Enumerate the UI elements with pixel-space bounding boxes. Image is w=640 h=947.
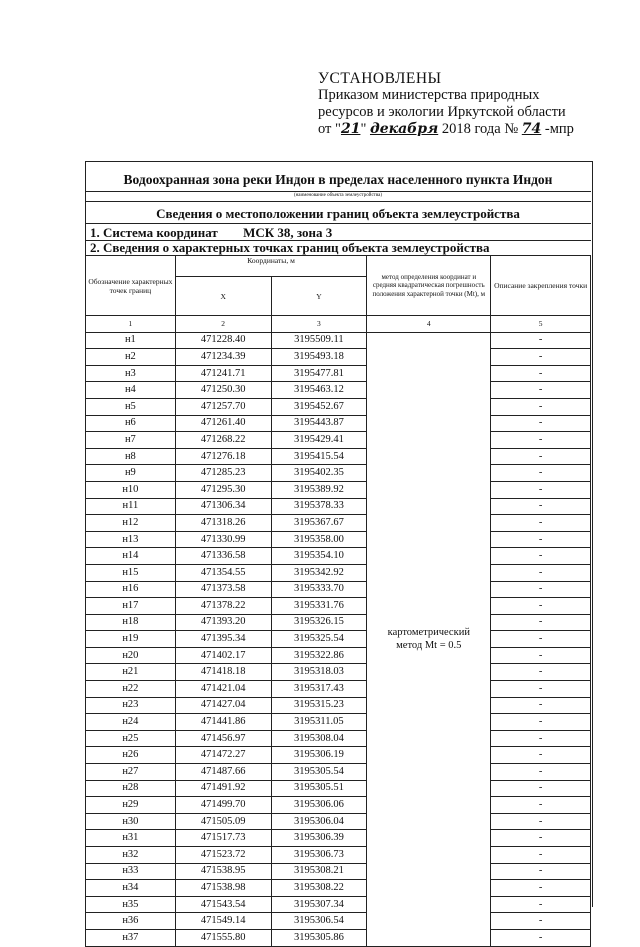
point-description: - [491, 780, 591, 797]
table-row [86, 631, 591, 648]
point-y: 3195317.43 [271, 681, 367, 698]
divider [85, 223, 591, 224]
point-description: - [491, 830, 591, 847]
point-description: - [491, 797, 591, 814]
point-x: 471285.23 [175, 465, 271, 482]
table-row [86, 349, 591, 366]
point-description: - [491, 481, 591, 498]
point-name: н32 [86, 847, 176, 864]
table-row [86, 415, 591, 432]
point-description: - [491, 382, 591, 399]
table-row [86, 647, 591, 664]
point-description: - [491, 714, 591, 731]
point-name: н17 [86, 598, 176, 615]
point-x: 471241.71 [175, 365, 271, 382]
points-table [85, 255, 591, 947]
point-x: 471276.18 [175, 448, 271, 465]
point-description: - [491, 631, 591, 648]
point-x: 471487.66 [175, 764, 271, 781]
table-row [86, 614, 591, 631]
table-row [86, 830, 591, 847]
point-y: 3195308.21 [271, 863, 367, 880]
point-x: 471295.30 [175, 481, 271, 498]
point-name: н25 [86, 730, 176, 747]
column-number: 3 [271, 316, 367, 333]
approval-date-line: от "21" декабря 2018 года № 74 -мпр [318, 121, 574, 137]
table-row [86, 929, 591, 946]
point-y: 3195306.04 [271, 813, 367, 830]
table-row [86, 764, 591, 781]
point-y: 3195306.54 [271, 913, 367, 930]
point-description: - [491, 398, 591, 415]
point-x: 471441.86 [175, 714, 271, 731]
approval-block [318, 70, 574, 138]
section-info: Сведения о местоположении границ объекта землеустройства [156, 206, 520, 221]
point-x: 471549.14 [175, 913, 271, 930]
point-name: н5 [86, 398, 176, 415]
header-coordinates: Координаты, м [175, 256, 367, 277]
point-y: 3195463.12 [271, 382, 367, 399]
point-description: - [491, 913, 591, 930]
method-value: картометрический метод Mt = 0.5 [367, 332, 491, 946]
point-description: - [491, 880, 591, 897]
table-row [86, 465, 591, 482]
table-row [86, 681, 591, 698]
approval-day: 21 [340, 121, 361, 137]
point-description: - [491, 598, 591, 615]
header-method: метод определения координат и средняя квадратическая погрешность положения характерной точки (Mt), м [367, 256, 491, 316]
approval-number: 74 [521, 121, 542, 137]
point-description: - [491, 681, 591, 698]
point-description: - [491, 515, 591, 532]
point-y: 3195509.11 [271, 332, 367, 349]
point-description: - [491, 432, 591, 449]
approval-line-1: Приказом министерства природных [318, 87, 540, 103]
point-name: н15 [86, 564, 176, 581]
point-description: - [491, 747, 591, 764]
point-name: н4 [86, 382, 176, 399]
table-row [86, 697, 591, 714]
table-row [86, 913, 591, 930]
point-name: н12 [86, 515, 176, 532]
table-row [86, 797, 591, 814]
header-point: Обозначение характерных точек границ [86, 256, 176, 316]
point-y: 3195306.39 [271, 830, 367, 847]
point-x: 471318.26 [175, 515, 271, 532]
table-row [86, 365, 591, 382]
approval-year: 2018 года № [441, 121, 519, 137]
point-y: 3195307.34 [271, 896, 367, 913]
table-row [86, 581, 591, 598]
point-y: 3195305.86 [271, 929, 367, 946]
table-row [86, 664, 591, 681]
point-name: н24 [86, 714, 176, 731]
point-name: н29 [86, 797, 176, 814]
point-description: - [491, 896, 591, 913]
coordinate-system: МСК 38, зона 3 [243, 225, 333, 240]
point-x: 471373.58 [175, 581, 271, 598]
table-row [86, 382, 591, 399]
section-points: 2. Сведения о характерных точках границ объекта землеустройства [90, 240, 490, 255]
point-x: 471336.58 [175, 548, 271, 565]
table-row [86, 564, 591, 581]
point-y: 3195477.81 [271, 365, 367, 382]
point-y: 3195308.04 [271, 730, 367, 747]
column-number-row [86, 316, 591, 333]
column-number: 5 [491, 316, 591, 333]
table-row [86, 332, 591, 349]
point-description: - [491, 498, 591, 515]
point-name: н3 [86, 365, 176, 382]
column-number: 1 [86, 316, 176, 333]
point-x: 471538.98 [175, 880, 271, 897]
point-y: 3195331.76 [271, 598, 367, 615]
point-description: - [491, 664, 591, 681]
point-y: 3195306.73 [271, 847, 367, 864]
point-name: н33 [86, 863, 176, 880]
point-y: 3195305.51 [271, 780, 367, 797]
header-description: Описание закрепления точки [491, 256, 591, 316]
point-y: 3195311.05 [271, 714, 367, 731]
point-x: 471499.70 [175, 797, 271, 814]
table-row [86, 432, 591, 449]
object-caption: (наименование объекта землеустройства) [293, 193, 383, 198]
point-name: н20 [86, 647, 176, 664]
point-name: н31 [86, 830, 176, 847]
point-x: 471234.39 [175, 349, 271, 366]
point-name: н35 [86, 896, 176, 913]
divider [85, 191, 591, 192]
points-table-body [86, 256, 591, 947]
point-x: 471250.30 [175, 382, 271, 399]
table-row [86, 498, 591, 515]
point-description: - [491, 548, 591, 565]
point-y: 3195493.18 [271, 349, 367, 366]
point-x: 471268.22 [175, 432, 271, 449]
table-row [86, 847, 591, 864]
point-x: 471306.34 [175, 498, 271, 515]
table-row [86, 548, 591, 565]
point-name: н11 [86, 498, 176, 515]
point-description: - [491, 415, 591, 432]
point-name: н2 [86, 349, 176, 366]
point-x: 471421.04 [175, 681, 271, 698]
point-name: н14 [86, 548, 176, 565]
point-x: 471330.99 [175, 531, 271, 548]
point-y: 3195378.33 [271, 498, 367, 515]
point-name: н26 [86, 747, 176, 764]
table-row [86, 747, 591, 764]
point-x: 471491.92 [175, 780, 271, 797]
point-x: 471354.55 [175, 564, 271, 581]
table-row [86, 531, 591, 548]
point-x: 471543.54 [175, 896, 271, 913]
point-description: - [491, 465, 591, 482]
point-name: н6 [86, 415, 176, 432]
point-y: 3195429.41 [271, 432, 367, 449]
header-row [86, 256, 591, 277]
point-y: 3195443.87 [271, 415, 367, 432]
point-y: 3195358.00 [271, 531, 367, 548]
point-x: 471505.09 [175, 813, 271, 830]
point-name: н1 [86, 332, 176, 349]
point-y: 3195326.15 [271, 614, 367, 631]
section-coordinates: 1. Система координат МСК 38, зона 3 [90, 225, 333, 240]
point-name: н7 [86, 432, 176, 449]
point-y: 3195322.86 [271, 647, 367, 664]
approval-line-2: ресурсов и экологии Иркутской области [318, 104, 566, 120]
point-name: н22 [86, 681, 176, 698]
table-row [86, 598, 591, 615]
point-y: 3195308.22 [271, 880, 367, 897]
point-y: 3195342.92 [271, 564, 367, 581]
object-title: Водоохранная зона реки Индон в пределах населенного пункта Индон [123, 172, 553, 187]
point-description: - [491, 448, 591, 465]
point-name: н9 [86, 465, 176, 482]
point-description: - [491, 730, 591, 747]
point-x: 471517.73 [175, 830, 271, 847]
point-x: 471393.20 [175, 614, 271, 631]
table-row [86, 515, 591, 532]
divider [85, 201, 591, 202]
point-description: - [491, 531, 591, 548]
point-y: 3195306.19 [271, 747, 367, 764]
point-name: н18 [86, 614, 176, 631]
point-name: н37 [86, 929, 176, 946]
point-description: - [491, 581, 591, 598]
point-x: 471555.80 [175, 929, 271, 946]
point-y: 3195305.54 [271, 764, 367, 781]
table-row [86, 398, 591, 415]
point-x: 471402.17 [175, 647, 271, 664]
point-y: 3195367.67 [271, 515, 367, 532]
point-name: н28 [86, 780, 176, 797]
point-x: 471427.04 [175, 697, 271, 714]
approval-title: УСТАНОВЛЕНЫ [318, 70, 442, 87]
table-row [86, 730, 591, 747]
point-description: - [491, 647, 591, 664]
point-name: н16 [86, 581, 176, 598]
point-y: 3195415.54 [271, 448, 367, 465]
point-x: 471378.22 [175, 598, 271, 615]
approval-suffix: -мпр [544, 121, 574, 137]
point-name: н30 [86, 813, 176, 830]
column-number: 4 [367, 316, 491, 333]
point-name: н13 [86, 531, 176, 548]
point-y: 3195325.54 [271, 631, 367, 648]
column-number: 2 [175, 316, 271, 333]
point-name: н19 [86, 631, 176, 648]
table-row [86, 880, 591, 897]
point-name: н10 [86, 481, 176, 498]
point-x: 471418.18 [175, 664, 271, 681]
point-name: н36 [86, 913, 176, 930]
table-row [86, 813, 591, 830]
point-description: - [491, 863, 591, 880]
header-x: X [175, 277, 271, 316]
point-description: - [491, 564, 591, 581]
point-description: - [491, 764, 591, 781]
point-x: 471472.27 [175, 747, 271, 764]
point-description: - [491, 332, 591, 349]
point-description: - [491, 614, 591, 631]
point-name: н27 [86, 764, 176, 781]
point-x: 471456.97 [175, 730, 271, 747]
table-row [86, 780, 591, 797]
table-row [86, 863, 591, 880]
point-x: 471228.40 [175, 332, 271, 349]
point-x: 471523.72 [175, 847, 271, 864]
point-y: 3195306.06 [271, 797, 367, 814]
point-x: 471395.34 [175, 631, 271, 648]
point-name: н21 [86, 664, 176, 681]
point-y: 3195318.03 [271, 664, 367, 681]
point-description: - [491, 847, 591, 864]
point-description: - [491, 929, 591, 946]
approval-month: декабря [369, 121, 439, 137]
point-y: 3195315.23 [271, 697, 367, 714]
point-description: - [491, 697, 591, 714]
point-x: 471257.70 [175, 398, 271, 415]
point-x: 471261.40 [175, 415, 271, 432]
point-description: - [491, 349, 591, 366]
point-description: - [491, 365, 591, 382]
point-y: 3195389.92 [271, 481, 367, 498]
point-y: 3195333.70 [271, 581, 367, 598]
table-row [86, 714, 591, 731]
table-row [86, 448, 591, 465]
point-description: - [491, 813, 591, 830]
point-y: 3195452.67 [271, 398, 367, 415]
point-x: 471538.95 [175, 863, 271, 880]
header-y: Y [271, 277, 367, 316]
point-name: н8 [86, 448, 176, 465]
point-y: 3195402.35 [271, 465, 367, 482]
point-y: 3195354.10 [271, 548, 367, 565]
point-name: н34 [86, 880, 176, 897]
point-name: н23 [86, 697, 176, 714]
table-row [86, 481, 591, 498]
